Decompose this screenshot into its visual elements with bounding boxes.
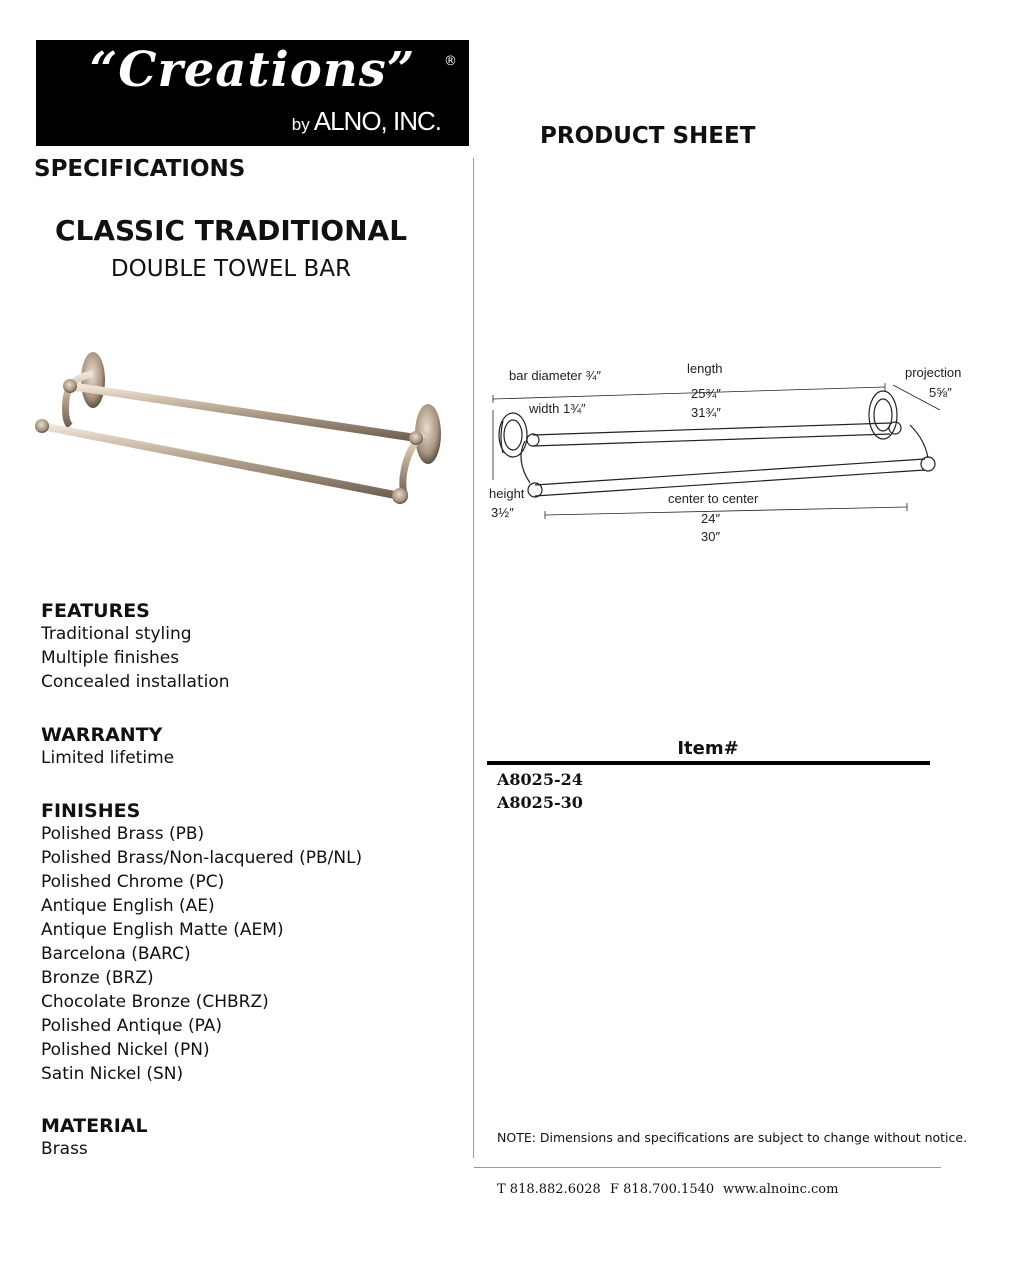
registered-mark: ® — [444, 54, 457, 69]
product-title: CLASSIC TRADITIONAL — [54, 214, 408, 247]
left-rosette — [81, 352, 105, 408]
height-value: 3½″ — [491, 505, 514, 520]
center-value-b: 30″ — [701, 529, 721, 544]
brand-byline — [292, 106, 441, 137]
footer-rule — [474, 1167, 941, 1168]
feature-item: Multiple finishes — [41, 648, 180, 668]
finish-item: Polished Chrome (PC) — [41, 872, 225, 892]
length-value-a: 25¾″ — [691, 386, 721, 401]
item-heading: Item# — [677, 738, 739, 759]
finish-item: Antique English Matte (AEM) — [41, 920, 284, 940]
footer-website: www.alnoinc.com — [723, 1182, 839, 1197]
item-code: A8025-30 — [497, 793, 583, 812]
brand-by: by — [291, 115, 310, 134]
height-label: height — [489, 486, 525, 501]
finish-item: Polished Brass (PB) — [41, 824, 205, 844]
feature-item: Concealed installation — [41, 672, 230, 692]
warranty-text: Limited lifetime — [41, 748, 175, 768]
finish-item: Satin Nickel (SN) — [41, 1064, 184, 1084]
towel-bar-photo — [28, 338, 458, 513]
projection-value: 5⅝″ — [929, 385, 952, 400]
features-heading: FEATURES — [41, 600, 150, 622]
projection-label: projection — [905, 365, 962, 380]
footer-fax: F 818.700.1540 — [610, 1182, 715, 1197]
finishes-section — [41, 800, 362, 1086]
warranty-heading: WARRANTY — [41, 724, 163, 746]
finish-item: Bronze (BRZ) — [41, 968, 154, 988]
product-subtitle: DOUBLE TOWEL BAR — [110, 256, 352, 282]
material-text: Brass — [41, 1139, 88, 1159]
item-rule — [487, 761, 930, 765]
brand-script: “Creations” — [89, 42, 416, 98]
footer-phone: T 818.882.6028 — [497, 1182, 601, 1197]
finish-item: Polished Antique (PA) — [41, 1016, 223, 1036]
finishes-heading: FINISHES — [41, 800, 141, 822]
column-divider — [473, 158, 474, 1158]
product-sheet-heading: PRODUCT SHEET — [540, 123, 756, 149]
features-section — [41, 600, 230, 694]
bar-diameter-label: bar diameter ¾″ — [509, 368, 602, 383]
length-label: length — [687, 361, 723, 376]
finish-item: Polished Nickel (PN) — [41, 1040, 210, 1060]
material-section — [41, 1115, 148, 1161]
center-value-a: 24″ — [701, 511, 721, 526]
warranty-section — [41, 724, 174, 770]
finish-item: Polished Brass/Non-lacquered (PB/NL) — [41, 848, 363, 868]
center-to-center-label: center to center — [668, 491, 759, 506]
disclaimer-note: NOTE: Dimensions and specifications are subject to change without notice. — [497, 1130, 968, 1145]
material-heading: MATERIAL — [41, 1115, 148, 1137]
dimension-diagram — [485, 355, 965, 550]
finish-item: Chocolate Bronze (CHBRZ) — [41, 992, 269, 1012]
brand-logo — [36, 40, 469, 146]
specifications-heading: SPECIFICATIONS — [34, 156, 246, 182]
lower-bar — [42, 426, 400, 496]
brand-company: ALNO, INC. — [313, 106, 441, 136]
item-code: A8025-24 — [497, 770, 583, 789]
width-label: width 1¾″ — [529, 401, 586, 416]
finish-item: Antique English (AE) — [41, 896, 215, 916]
finish-item: Barcelona (BARC) — [41, 944, 191, 964]
length-value-b: 31¾″ — [691, 405, 721, 420]
feature-item: Traditional styling — [41, 624, 192, 644]
upper-bar — [70, 386, 416, 438]
